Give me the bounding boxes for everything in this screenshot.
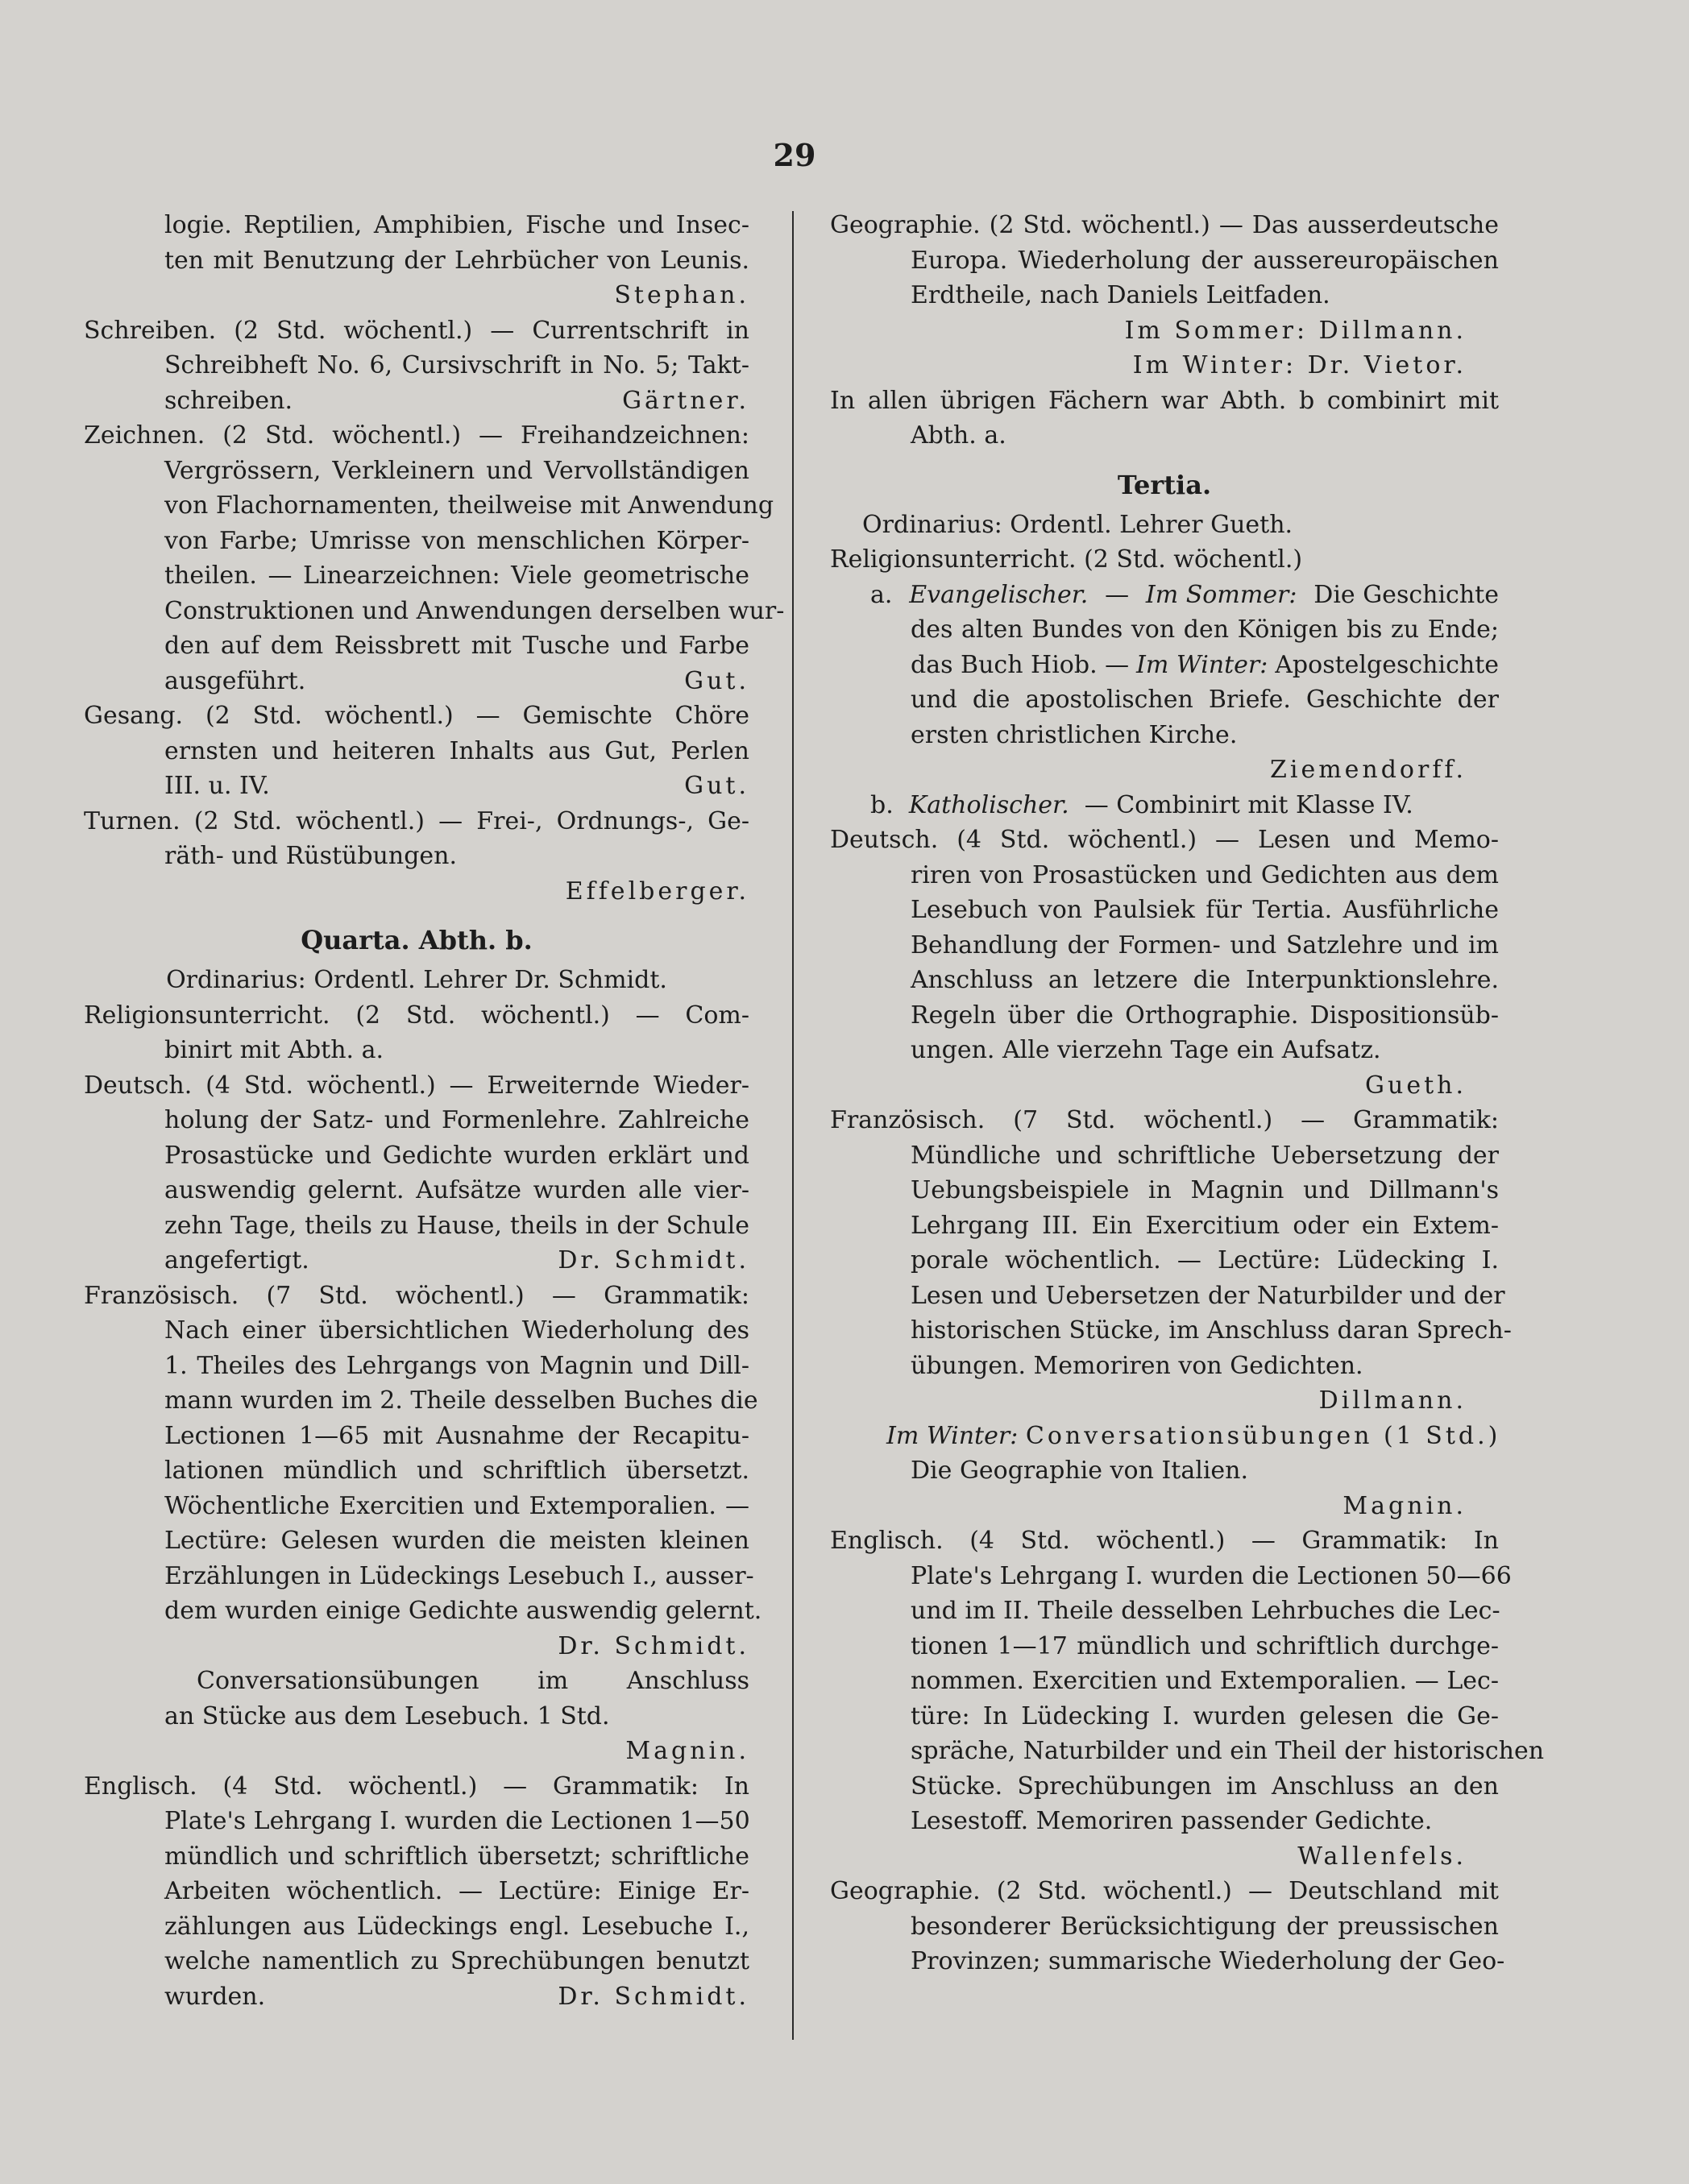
teacher-name: Wallenfels. <box>1297 1842 1467 1871</box>
text-line <box>84 383 749 419</box>
teacher-name: Dr. Schmidt. <box>558 1246 749 1274</box>
text-fragment: das Buch Hiob. — <box>911 650 1130 679</box>
subject-line-deutsch: Deutsch. (4 Std. wöchentl.) — Erweiternde Wieder- <box>84 1071 749 1100</box>
subject-line-turnen: Turnen. (2 Std. wöchentl.) — Frei-, Ordnungs-, Ge- <box>84 806 749 835</box>
right-column <box>830 208 1545 1979</box>
text-line <box>84 769 749 804</box>
text-line: Lesebuch von Paulsiek für Tertia. Ausführliche <box>911 896 1499 924</box>
section-heading-tertia: Tertia. <box>1117 469 1212 500</box>
text-line: und im II. Theile desselben Lehrbuches die Lec- <box>911 1597 1500 1625</box>
text-line: Vergrössern, Verkleinern und Vervollständigen <box>164 456 749 485</box>
text-fragment: Katholischer. <box>908 790 1069 819</box>
teacher-name: Gärtner. <box>622 386 749 415</box>
text-line: welche namentlich zu Sprechübungen benutzt <box>164 1947 749 1975</box>
text-line: Schreibheft No. 6, Cursivschrift in No. 5; Takt- <box>164 351 749 379</box>
text-line: Erdtheile, nach Daniels Leitfaden. <box>911 281 1330 309</box>
subject-line-deutsch: Deutsch. (4 Std. wöchentl.) — Lesen und Memo- <box>830 826 1499 854</box>
item-label: a. <box>870 580 893 609</box>
teacher-name: Im Sommer: Dillmann. <box>1124 316 1467 345</box>
text-line: logie. Reptilien, Amphibien, Fische und Insec- <box>164 211 749 239</box>
section-heading-quarta: Quarta. Abth. b. <box>301 925 533 955</box>
text-line: Stücke. Sprechübungen im Anschluss an den <box>911 1772 1499 1801</box>
teacher-name: Im Winter: Dr. Vietor. <box>1132 351 1467 379</box>
text-line: ersten christlichen Kirche. <box>911 720 1238 749</box>
text-line: riren von Prosastücken und Gedichten aus dem <box>911 860 1499 889</box>
text-line: Lectionen 1—65 mit Ausnahme der Recapitu- <box>164 1421 749 1450</box>
page-number: 29 <box>773 137 816 173</box>
text-line: räth- und Rüstübungen. <box>164 842 458 870</box>
teacher-name: Gueth. <box>1365 1071 1467 1100</box>
subject-line-franzoesisch: Französisch. (7 Std. wöchentl.) — Grammatik: <box>84 1281 749 1310</box>
text-line: Conversationsübungen im Anschluss <box>197 1667 749 1695</box>
text-fragment: schreiben. <box>164 386 293 415</box>
text-line: tionen 1—17 mündlich und schriftlich durchge- <box>911 1631 1499 1660</box>
text-line: Plate's Lehrgang I. wurden die Lectionen 1—50 <box>164 1807 750 1835</box>
text-fragment: wurden. <box>164 1982 266 2011</box>
text-line: Nach einer übersichtlichen Wiederholung des <box>164 1316 749 1345</box>
text-line: von Farbe; Umrisse von menschlichen Körper- <box>164 526 749 555</box>
text-line: nommen. Exercitien und Extemporalien. — Lec- <box>911 1667 1499 1695</box>
teacher-name: Dillmann. <box>1318 1386 1467 1415</box>
text-line: mann wurden im 2. Theile desselben Buches die <box>164 1386 758 1415</box>
text-line: Lectüre: Gelesen wurden die meisten kleinen <box>164 1527 749 1555</box>
text-line: zählungen aus Lüdeckings engl. Lesebuche I., <box>164 1912 749 1941</box>
text-line: lationen mündlich und schriftlich übersetzt. <box>164 1457 749 1485</box>
text-line: auswendig gelernt. Aufsätze wurden alle vier- <box>164 1176 749 1204</box>
text-line: mündlich und schriftlich übersetzt; schriftliche <box>164 1842 749 1871</box>
left-column <box>84 208 785 2014</box>
text-line: Erzählungen in Lüdeckings Lesebuch I., ausser- <box>164 1561 754 1590</box>
text-line: holung der Satz- und Formenlehre. Zahlreiche <box>164 1106 749 1134</box>
text-line: dem wurden einige Gedichte auswendig gelernt. <box>164 1597 762 1625</box>
text-line <box>84 1979 749 2015</box>
text-line: historischen Stücke, im Anschluss daran Sprech- <box>911 1316 1512 1345</box>
teacher-name: Dr. Schmidt. <box>558 1631 749 1660</box>
subject-line-schreiben: Schreiben. (2 Std. wöchentl.) — Currentschrift in <box>84 316 749 345</box>
text-fragment: Evangelischer. <box>909 580 1089 609</box>
subject-line-englisch: Englisch. (4 Std. wöchentl.) — Grammatik: In <box>84 1772 749 1801</box>
text-line <box>830 788 1499 823</box>
subject-line-geographie: Geographie. (2 Std. wöchentl.) — Das ausserdeutsche <box>830 211 1499 239</box>
text-line <box>830 578 1499 613</box>
text-line: Prosastücke und Gedichte wurden erklärt und <box>164 1141 749 1170</box>
text-fragment: angefertigt. <box>164 1246 309 1274</box>
text-line: Uebungsbeispiele in Magnin und Dillmann's <box>911 1176 1499 1204</box>
text-line: türe: In Lüdecking I. wurden gelesen die Ge- <box>911 1701 1499 1730</box>
text-fragment: ausgeführt. <box>164 666 306 695</box>
text-line: Provinzen; summarische Wiederholung der Geo- <box>911 1947 1505 1975</box>
text-line: Mündliche und schriftliche Uebersetzung der <box>911 1141 1499 1170</box>
text-line: ten mit Benutzung der Lehrbücher von Leunis. <box>164 246 749 275</box>
text-line: binirt mit Abth. a. <box>164 1036 384 1064</box>
text-line: besonderer Berücksichtigung der preussischen <box>911 1912 1499 1941</box>
text-line: In allen übrigen Fächern war Abth. b combinirt mit <box>830 386 1499 415</box>
text-line <box>84 1243 749 1278</box>
text-line: spräche, Naturbilder und ein Theil der historischen <box>911 1737 1545 1765</box>
text-line: Anschluss an letzere die Interpunktionslehre. <box>911 966 1499 994</box>
text-line: Lehrgang III. Ein Exercitium oder ein Extem- <box>911 1211 1499 1240</box>
text-line <box>830 648 1499 683</box>
text-line: und die apostolischen Briefe. Geschichte der <box>911 686 1499 714</box>
ordinarius-line: Ordinarius: Ordentl. Lehrer Dr. Schmidt. <box>166 966 667 994</box>
text-line: porale wöchentlich. — Lectüre: Lüdecking I. <box>911 1246 1499 1274</box>
subject-line-franzoesisch: Französisch. (7 Std. wöchentl.) — Grammatik: <box>830 1106 1499 1134</box>
text-line: ungen. Alle vierzehn Tage ein Aufsatz. <box>911 1036 1381 1064</box>
text-fragment: Conversationsübungen (1 Std.) <box>1025 1421 1501 1450</box>
teacher-name: Ziemendorff. <box>1270 756 1467 784</box>
subject-line-religion: Religionsunterricht. (2 Std. wöchentl.) <box>830 545 1303 574</box>
column-divider <box>792 211 794 2040</box>
text-line <box>84 664 749 699</box>
text-fragment: — Combinirt mit Klasse IV. <box>1084 790 1413 819</box>
text-line <box>830 1419 1499 1454</box>
teacher-name: Gut. <box>684 666 749 695</box>
text-line: Abth. a. <box>911 421 1006 450</box>
text-line: Lesestoff. Memoriren passender Gedichte. <box>911 1807 1433 1835</box>
text-line: Die Geographie von Italien. <box>911 1457 1249 1485</box>
text-line: ernsten und heiteren Inhalts aus Gut, Perlen <box>164 736 749 765</box>
text-fragment: Im Sommer: <box>1145 580 1297 609</box>
text-fragment: Die Geschichte <box>1313 580 1499 609</box>
text-fragment: Apostelgeschichte <box>1275 650 1499 679</box>
text-line: Regeln über die Orthographie. Dispositionsüb- <box>911 1001 1499 1030</box>
subject-line-zeichnen: Zeichnen. (2 Std. wöchentl.) — Freihandzeichnen: <box>84 421 749 450</box>
text-line: theilen. — Linearzeichnen: Viele geometrische <box>164 562 749 590</box>
text-line: Europa. Wiederholung der aussereuropäischen <box>911 246 1499 275</box>
teacher-name: Effelberger. <box>565 877 749 906</box>
text-line: des alten Bundes von den Königen bis zu Ende; <box>911 615 1499 644</box>
text-line: Behandlung der Formen- und Satzlehre und im <box>911 930 1499 959</box>
text-fragment: Im Winter: <box>886 1421 1019 1450</box>
text-line: an Stücke aus dem Lesebuch. 1 Std. <box>164 1701 610 1730</box>
text-fragment: Im Winter: <box>1136 650 1268 679</box>
teacher-name: Dr. Schmidt. <box>558 1982 749 2011</box>
text-line: Arbeiten wöchentlich. — Lectüre: Einige Er- <box>164 1877 749 1905</box>
text-line: zehn Tage, theils zu Hause, theils in der Schule <box>164 1211 749 1240</box>
text-line: 1. Theiles des Lehrgangs von Magnin und Dill- <box>164 1351 749 1380</box>
subject-line-gesang: Gesang. (2 Std. wöchentl.) — Gemischte Chöre <box>84 702 749 730</box>
text-line: Wöchentliche Exercitien und Extemporalien. — <box>164 1491 749 1520</box>
text-line: Lesen und Uebersetzen der Naturbilder und der <box>911 1281 1505 1310</box>
teacher-name: Stephan. <box>614 281 749 309</box>
text-fragment: III. u. IV. <box>164 772 270 800</box>
subject-line-geographie: Geographie. (2 Std. wöchentl.) — Deutschland mit <box>830 1877 1499 1905</box>
subject-line-englisch: Englisch. (4 Std. wöchentl.) — Grammatik: In <box>830 1527 1499 1555</box>
teacher-name: Gut. <box>684 772 749 800</box>
text-line: Construktionen und Anwendungen derselben wur- <box>164 596 785 625</box>
text-line: den auf dem Reissbrett mit Tusche und Farbe <box>164 632 749 660</box>
teacher-name: Magnin. <box>1342 1491 1467 1520</box>
teacher-name: Magnin. <box>625 1737 749 1765</box>
text-line: Plate's Lehrgang I. wurden die Lectionen 50—66 <box>911 1561 1512 1590</box>
text-line: von Flachornamenten, theilweise mit Anwendung <box>164 491 774 520</box>
text-line: übungen. Memoriren von Gedichten. <box>911 1351 1363 1380</box>
ordinarius-line: Ordinarius: Ordentl. Lehrer Gueth. <box>862 510 1293 539</box>
item-label: b. <box>870 790 894 819</box>
subject-line-religion: Religionsunterricht. (2 Std. wöchentl.) — Com- <box>84 1001 749 1030</box>
text-fragment: — <box>1105 580 1130 609</box>
